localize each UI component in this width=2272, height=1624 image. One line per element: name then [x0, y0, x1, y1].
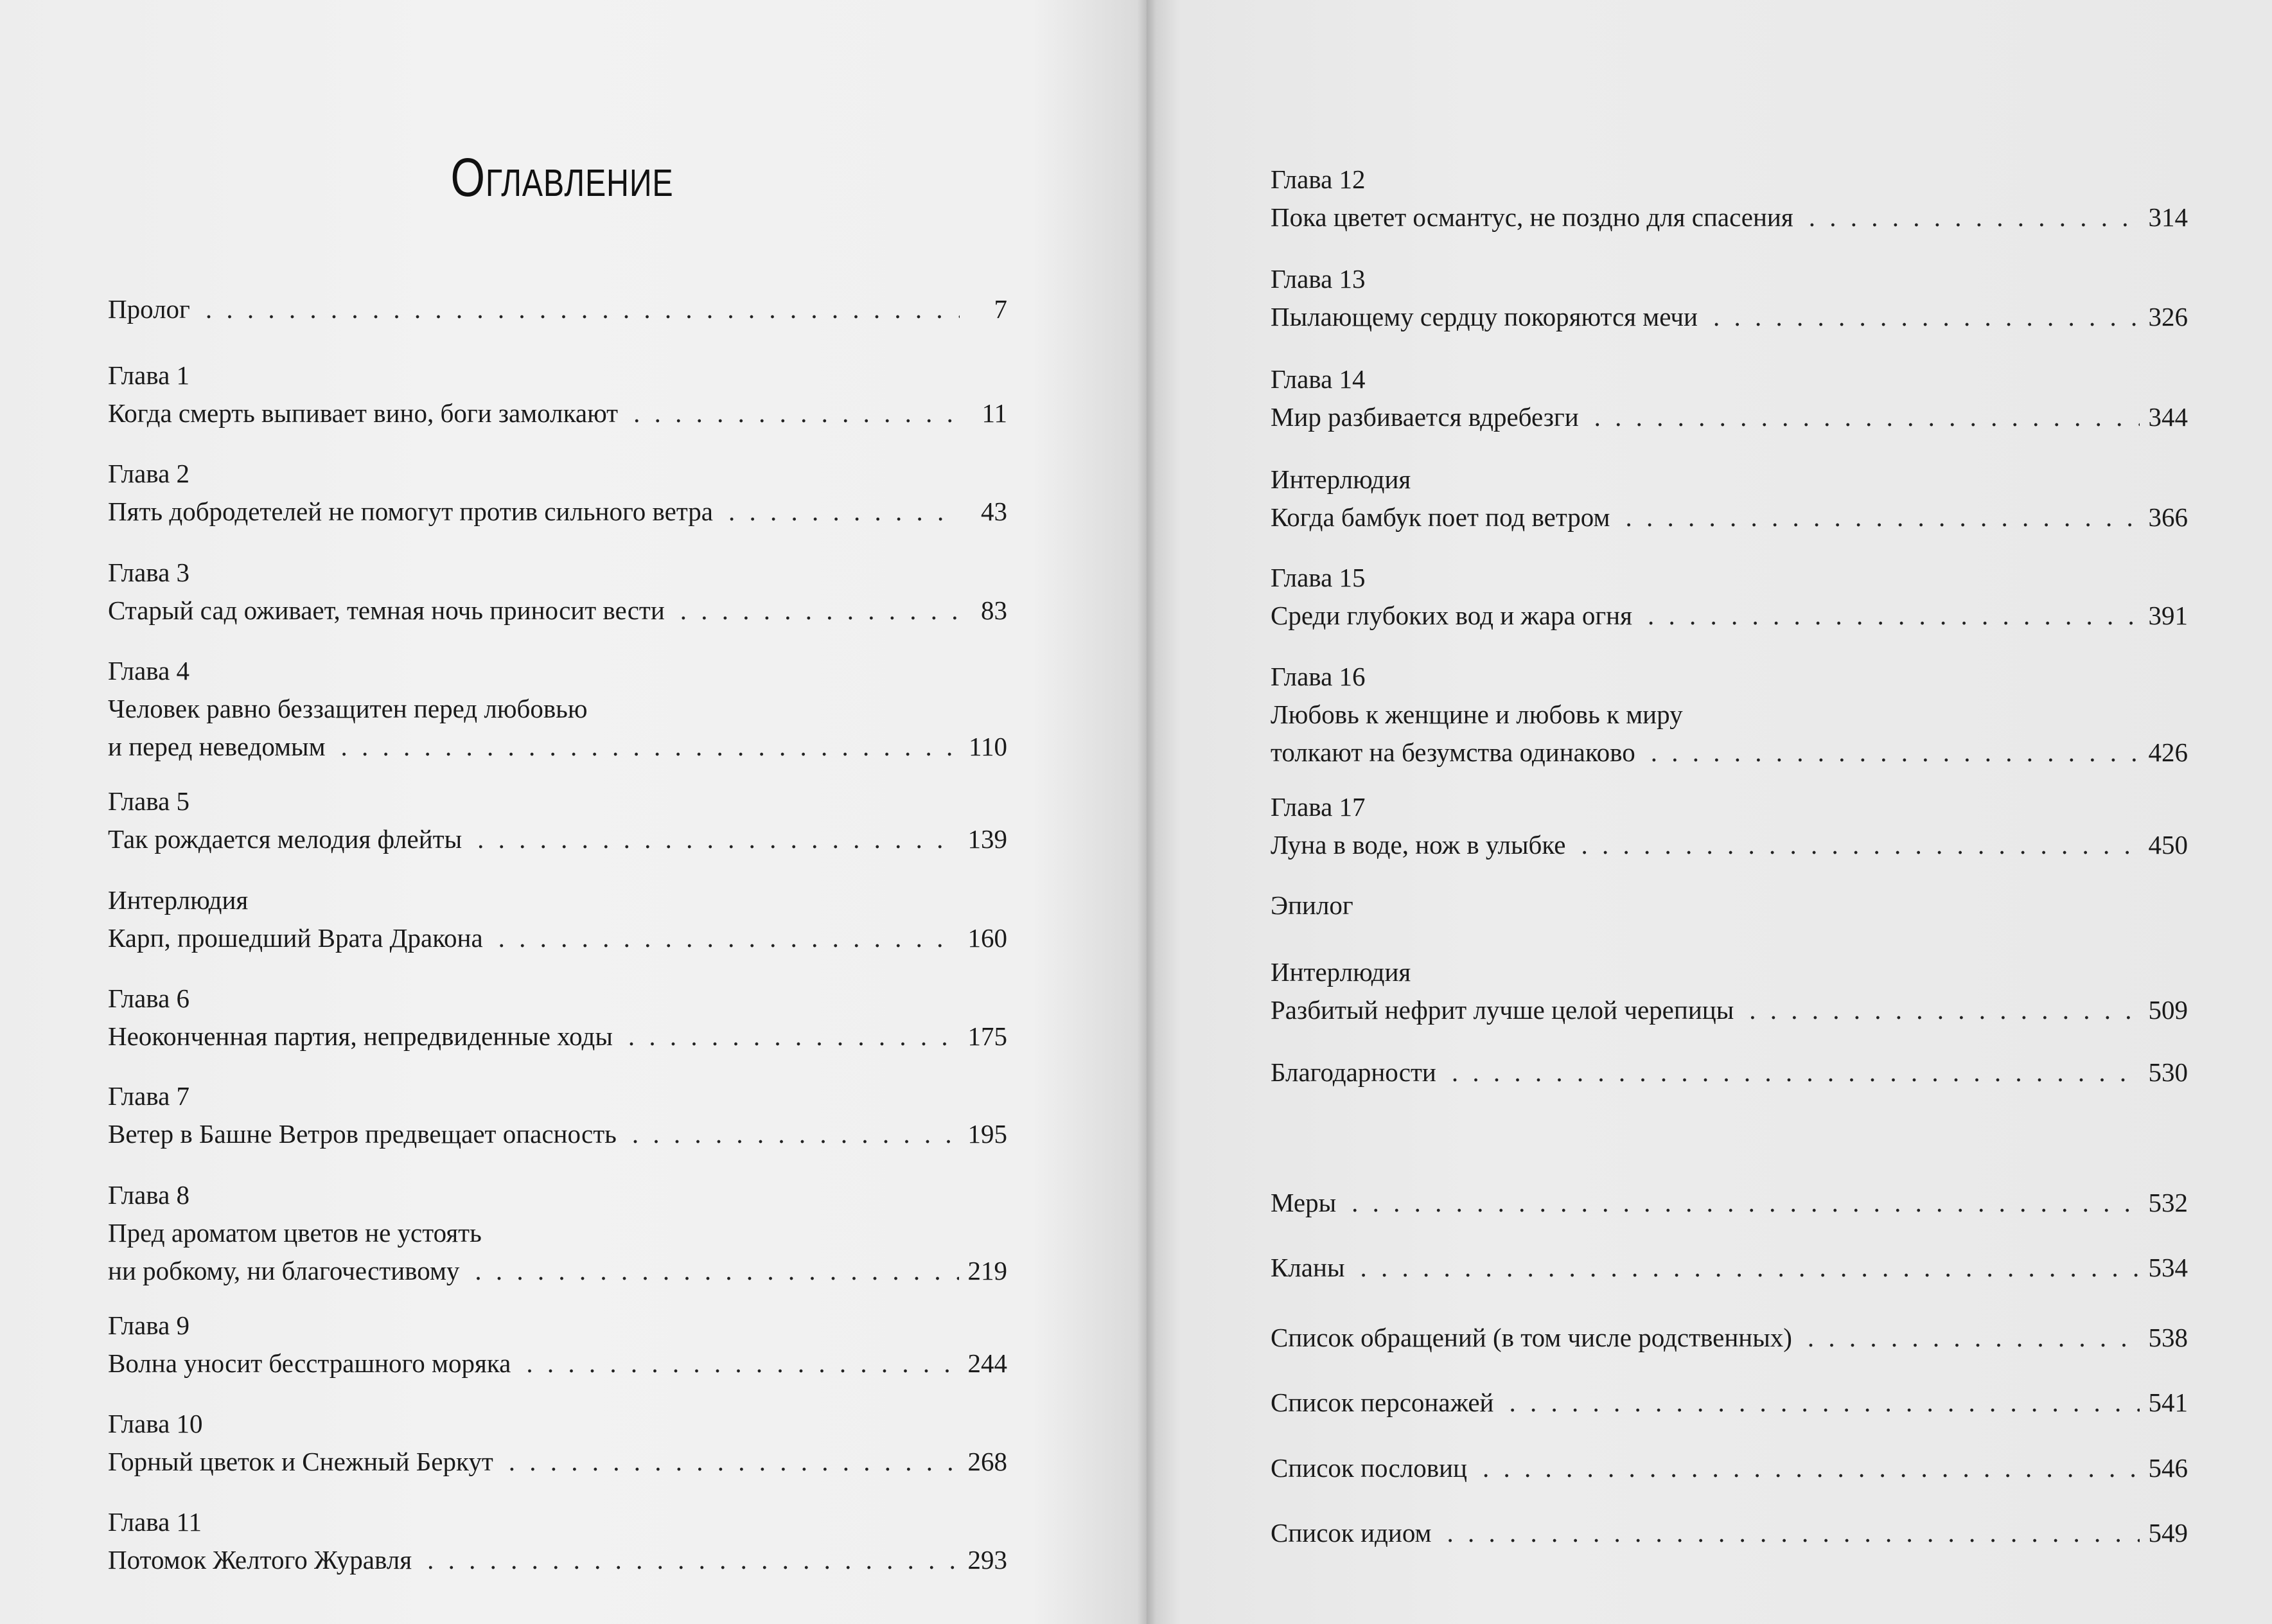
- toc-entry-label: Глава 17: [1271, 792, 1366, 822]
- toc-page-number: 83: [981, 596, 1007, 625]
- toc-entry-title: Пять добродетелей не помогут против сильного ветра: [108, 497, 713, 526]
- toc-entry-line: [1271, 734, 2188, 772]
- toc-entry: [108, 1176, 1007, 1290]
- toc-page-number: 160: [967, 923, 1007, 953]
- toc-entry-line: [1271, 1249, 2188, 1287]
- toc-entry-label: Глава 6: [108, 984, 190, 1013]
- dot-leader: [498, 919, 959, 957]
- toc-entry: [1271, 1184, 2188, 1222]
- toc-page-number: 546: [2148, 1453, 2188, 1483]
- toc-entry-line: [1271, 826, 2188, 864]
- toc-entry-line: [1271, 887, 2188, 924]
- toc-entry: [1271, 1384, 2188, 1422]
- toc-entry-line: [1271, 199, 2188, 236]
- toc-entry-line: [108, 493, 1007, 531]
- dot-leader: [1594, 398, 2140, 436]
- toc-entry-line: [108, 394, 1007, 432]
- toc-page-number: 391: [2148, 601, 2188, 630]
- toc-entry-title: Ветер в Башне Ветров предвещает опасность: [108, 1119, 617, 1149]
- toc-entry-label: Глава 7: [108, 1081, 190, 1111]
- toc-entry-line: [108, 1018, 1007, 1055]
- toc-entry: [1271, 788, 2188, 864]
- toc-entry: [108, 1405, 1007, 1481]
- toc-entry-title: Мир разбивается вдребезги: [1271, 402, 1579, 432]
- toc-entry-title: Среди глубоких вод и жара огня: [1271, 601, 1632, 630]
- toc-entry: [1271, 161, 2188, 236]
- toc-page-number: 11: [982, 398, 1007, 428]
- toc-page-number: 175: [967, 1021, 1007, 1051]
- toc-entry-label: Глава 13: [1271, 264, 1366, 294]
- toc-page-number: 326: [2148, 302, 2188, 331]
- toc-entry-label: Глава 3: [108, 558, 190, 587]
- toc-entry-line: [108, 1345, 1007, 1382]
- toc-entry-title: Карп, прошедший Врата Дракона: [108, 923, 483, 953]
- dot-leader: [1510, 1384, 2140, 1422]
- toc-page-number: 110: [969, 732, 1007, 761]
- toc-entry-line: [108, 1252, 1007, 1290]
- toc-entry-title: Так рождается мелодия флейты: [108, 824, 462, 854]
- dot-leader: [1651, 734, 2140, 772]
- toc-entry-line: [108, 728, 1007, 766]
- toc-entry-line: [1271, 597, 2188, 635]
- toc-page-number: 244: [967, 1348, 1007, 1378]
- toc-entry-line: [1271, 991, 2188, 1029]
- toc-entry-title: Потомок Желтого Журавля: [108, 1545, 412, 1575]
- dot-leader: [680, 592, 960, 630]
- toc-entry: [108, 881, 1007, 957]
- dot-leader: [728, 493, 960, 531]
- dot-leader: [477, 820, 958, 858]
- dot-leader: [427, 1541, 958, 1579]
- toc-entry-title: Когда бамбук поет под ветром: [1271, 502, 1610, 532]
- toc-entry: [108, 1077, 1007, 1153]
- dot-leader: [341, 728, 960, 766]
- toc-entry-title: Кланы: [1271, 1253, 1345, 1282]
- toc-entry-line: [1271, 696, 2188, 734]
- toc-entry: [108, 1307, 1007, 1382]
- toc-entry-title: Луна в воде, нож в улыбке: [1271, 830, 1566, 860]
- toc-entry-title: Горный цветок и Снежный Беркут: [108, 1447, 493, 1476]
- toc-entry-label: Интерлюдия: [1271, 464, 1411, 494]
- dot-leader: [1625, 499, 2139, 536]
- toc-entry-title: Человек равно беззащитен перед любовью: [108, 694, 588, 723]
- toc-entry-line: [108, 820, 1007, 858]
- toc-entry-title: Список персонажей: [1271, 1388, 1494, 1417]
- toc-entry: [1271, 1249, 2188, 1287]
- toc-page-number: 549: [2148, 1518, 2188, 1548]
- toc-entry-title: Список идиом: [1271, 1518, 1432, 1548]
- toc-entry: [1271, 559, 2188, 635]
- toc-entry-title: Меры: [1271, 1188, 1337, 1217]
- toc-entry: [1271, 1449, 2188, 1487]
- toc-entry-line: [108, 1214, 1007, 1252]
- toc-entry: [1271, 461, 2188, 536]
- dot-leader: [509, 1443, 959, 1481]
- page-title: Оглавление: [450, 147, 674, 207]
- dot-leader: [1452, 1054, 2140, 1091]
- toc-entry-line: [1271, 398, 2188, 436]
- toc-page-number: 532: [2148, 1188, 2188, 1217]
- toc-entry: [108, 652, 1007, 766]
- toc-entry-line: [108, 919, 1007, 957]
- book-gutter: [1137, 0, 1156, 1624]
- toc-entry: [108, 1503, 1007, 1579]
- toc-entry-label: Глава 14: [1271, 364, 1366, 394]
- toc-entry-line: [1271, 1054, 2188, 1091]
- toc-entry: [108, 980, 1007, 1055]
- toc-entry: [1271, 887, 2188, 924]
- right-page: [1147, 0, 2272, 1624]
- dot-leader: [206, 290, 960, 328]
- toc-entry-title: Неоконченная партия, непредвиденные ходы: [108, 1021, 613, 1051]
- toc-page-number: 530: [2148, 1057, 2188, 1087]
- dot-leader: [1483, 1449, 2140, 1487]
- toc-entry-label: Глава 9: [108, 1311, 190, 1340]
- toc-entry: [1271, 260, 2188, 336]
- toc-entry: [108, 357, 1007, 432]
- toc-entry-line: [1271, 1319, 2188, 1357]
- toc-entry-title: толкают на безумства одинаково: [1271, 737, 1635, 767]
- toc-entry-label: Глава 4: [108, 656, 190, 685]
- toc-page-number: 366: [2148, 502, 2188, 532]
- toc-page-number: 541: [2148, 1388, 2188, 1417]
- toc-page-number: 293: [967, 1545, 1007, 1575]
- toc-page-number: 219: [967, 1256, 1007, 1285]
- toc-entry-label: Глава 1: [108, 360, 190, 390]
- toc-entry-label: Глава 11: [108, 1507, 202, 1537]
- toc-entry-label: Интерлюдия: [108, 885, 249, 915]
- toc-entry-title: Пока цветет османтус, не поздно для спасения: [1271, 202, 1793, 232]
- toc-entry-label: Глава 5: [108, 786, 190, 816]
- toc-page-number: 139: [967, 824, 1007, 854]
- toc-entry-title: ни робкому, ни благочестивому: [108, 1256, 460, 1285]
- dot-leader: [1808, 1319, 2140, 1357]
- dot-leader: [633, 394, 960, 432]
- dot-leader: [1648, 597, 2140, 635]
- toc-entry-title: Эпилог: [1271, 890, 1353, 920]
- dot-leader: [526, 1345, 958, 1382]
- toc-entry-title: Благодарности: [1271, 1057, 1436, 1087]
- toc-entry-line: [1271, 1384, 2188, 1422]
- dot-leader: [628, 1018, 959, 1055]
- toc-entry: [1271, 1054, 2188, 1091]
- toc-entry-line: [1271, 1514, 2188, 1552]
- dot-leader: [632, 1115, 959, 1153]
- toc-entry-line: [1271, 298, 2188, 336]
- dot-leader: [1809, 199, 2140, 236]
- toc-entry-line: [108, 592, 1007, 630]
- toc-entry: [108, 782, 1007, 858]
- toc-entry-line: [1271, 499, 2188, 536]
- toc-page-number: 450: [2148, 830, 2188, 860]
- toc-page-number: 534: [2148, 1253, 2188, 1282]
- toc-entry-line: [108, 690, 1007, 728]
- toc-page-number: 538: [2148, 1323, 2188, 1352]
- toc-entry-label: Глава 15: [1271, 563, 1366, 592]
- toc-entry: [1271, 360, 2188, 436]
- toc-entry-title: Любовь к женщине и любовь к миру: [1271, 700, 1683, 729]
- dot-leader: [1713, 298, 2140, 336]
- dot-leader: [475, 1252, 958, 1290]
- toc-page-number: 268: [967, 1447, 1007, 1476]
- toc-entry-title: Пролог: [108, 294, 190, 324]
- toc-entry-title: Когда смерть выпивает вино, боги замолкают: [108, 398, 619, 428]
- toc-entry-title: Пылающему сердцу покоряются мечи: [1271, 302, 1698, 331]
- toc-page-number: 344: [2148, 402, 2188, 432]
- toc-entry: [1271, 658, 2188, 772]
- toc-entry-line: [1271, 1184, 2188, 1222]
- toc-entry-line: [108, 1443, 1007, 1481]
- dot-leader: [1749, 991, 2139, 1029]
- toc-entry: [1271, 1514, 2188, 1552]
- dot-leader: [1361, 1249, 2140, 1287]
- toc-page-number: 314: [2148, 202, 2188, 232]
- toc-entry: [1271, 953, 2188, 1029]
- toc-entry-line: [108, 1541, 1007, 1579]
- toc-entry-title: Список пословиц: [1271, 1453, 1467, 1483]
- toc-entry-title: Список обращений (в том числе родственных): [1271, 1323, 1792, 1352]
- toc-entry-title: Волна уносит бесстрашного моряка: [108, 1348, 511, 1378]
- toc-entry-line: [108, 1115, 1007, 1153]
- toc-entry-label: Глава 16: [1271, 662, 1366, 691]
- toc-entry-title: Старый сад оживает, темная ночь приносит вести: [108, 596, 665, 625]
- toc-page-number: 43: [981, 497, 1007, 526]
- toc-page-number: 426: [2148, 737, 2188, 767]
- toc-entry: [108, 455, 1007, 531]
- toc-entry-label: Глава 2: [108, 459, 190, 488]
- toc-entry-title: Пред ароматом цветов не устоять: [108, 1218, 482, 1248]
- toc-entry: [108, 554, 1007, 630]
- toc-entry-label: Глава 12: [1271, 164, 1366, 194]
- toc-page-number: 195: [967, 1119, 1007, 1149]
- dot-leader: [1352, 1184, 2139, 1222]
- toc-page-number: 509: [2148, 995, 2188, 1025]
- toc-entry: [108, 290, 1007, 328]
- dot-leader: [1581, 826, 2140, 864]
- toc-entry: [1271, 1319, 2188, 1357]
- toc-entry-label: Интерлюдия: [1271, 957, 1411, 987]
- toc-entry-line: [1271, 1449, 2188, 1487]
- toc-entry-title: Разбитый нефрит лучше целой черепицы: [1271, 995, 1734, 1025]
- toc-entry-label: Глава 10: [108, 1409, 203, 1438]
- toc-page-number: 7: [994, 294, 1007, 324]
- toc-entry-line: [108, 290, 1007, 328]
- dot-leader: [1447, 1514, 2140, 1552]
- toc-entry-label: Глава 8: [108, 1180, 190, 1210]
- toc-entry-title: и перед неведомым: [108, 732, 326, 761]
